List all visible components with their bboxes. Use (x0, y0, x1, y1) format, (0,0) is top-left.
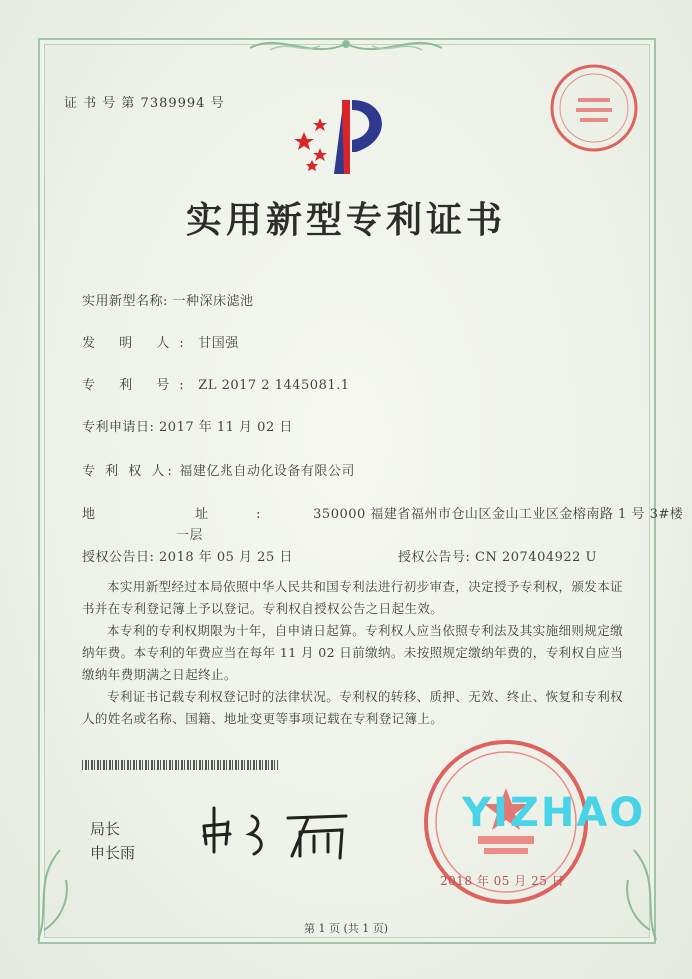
certificate-number-value: 7389994 (140, 96, 206, 111)
grant-date-row (82, 546, 293, 565)
inventor-label: 发 明 人: (82, 336, 194, 351)
grant-number-label: 授权公告号: (398, 550, 471, 565)
body-paragraph-2: 本专利的专利权期限为十年，自申请日起算。专利权人应当依照专利法及其实施细则规定缴纳年费。本专利的年费应当在每年 11 月 02 日前缴纳。未按照规定缴纳年费的，专利权自应当缴纳年费期满之日起终止。 (82, 623, 624, 682)
certificate-title: 实用新型专利证书 (185, 199, 506, 241)
utility-model-name-label: 实用新型名称: (82, 294, 168, 309)
grant-date-label: 授权公告日: (82, 550, 155, 565)
seal-date: 2018 年 05 月 25 日 (440, 874, 565, 888)
inventor-row (82, 332, 239, 351)
address-value-line-1: 350000 福建省福州市仓山区金山工业区金榕南路 1 号 3#楼 (313, 507, 684, 522)
body-paragraph-1: 本实用新型经过本局依照中华人民共和国专利法进行初步审查，决定授予专利权，颁发本证书并在专利登记簿上予以登记。专利权自授权公告之日起生效。 (82, 579, 624, 616)
barcode (82, 760, 278, 770)
patent-office-emblem-icon (290, 92, 406, 178)
patentee-value: 福建亿兆自动化设备有限公司 (179, 464, 355, 479)
application-date-label: 专利申请日: (82, 420, 155, 435)
application-date-value: 2017 年 11 月 02 日 (159, 420, 293, 435)
address-label: 地 址: (82, 507, 309, 522)
grant-number-value: CN 207404922 U (475, 550, 598, 565)
certificate-number-label: 证 书 号 第 (64, 96, 136, 111)
director-name: 申长雨 (90, 844, 136, 862)
address-row-continued (176, 524, 203, 543)
utility-model-name-value: 一种深床滤池 (172, 294, 254, 309)
page-indicator: 第 1 页 (共 1 页) (303, 922, 389, 935)
grant-date-value: 2018 年 05 月 25 日 (159, 550, 293, 565)
small-red-seal-icon (548, 62, 640, 154)
application-date-row (82, 416, 293, 435)
patent-number-label: 专 利 号: (82, 378, 194, 393)
patentee-label: 专 利 权 人: (82, 464, 175, 479)
patentee-row (82, 460, 355, 479)
body-paragraph-3: 专利证书记载专利权登记时的法律状况。专利权的转移、质押、无效、终止、恢复和专利权人的姓名或名称、国籍、地址变更等事项记载在专利登记簿上。 (82, 689, 624, 726)
watermark-logo: YIZHAO (462, 790, 646, 836)
certificate-body (82, 576, 630, 730)
certificate-number-suffix: 号 (210, 96, 225, 111)
grant-number-row (398, 546, 597, 565)
inventor-value: 甘国强 (198, 336, 239, 351)
utility-model-name-row (82, 290, 254, 309)
address-value-line-2: 一层 (176, 528, 204, 543)
patent-number-value: ZL 2017 2 1445081.1 (198, 378, 350, 393)
address-row (82, 503, 683, 522)
director-signature-icon (196, 796, 366, 866)
director-title: 局长 (90, 820, 121, 838)
certificate-number (64, 92, 225, 111)
patent-number-row (82, 374, 350, 393)
top-ornament-icon (240, 30, 452, 62)
